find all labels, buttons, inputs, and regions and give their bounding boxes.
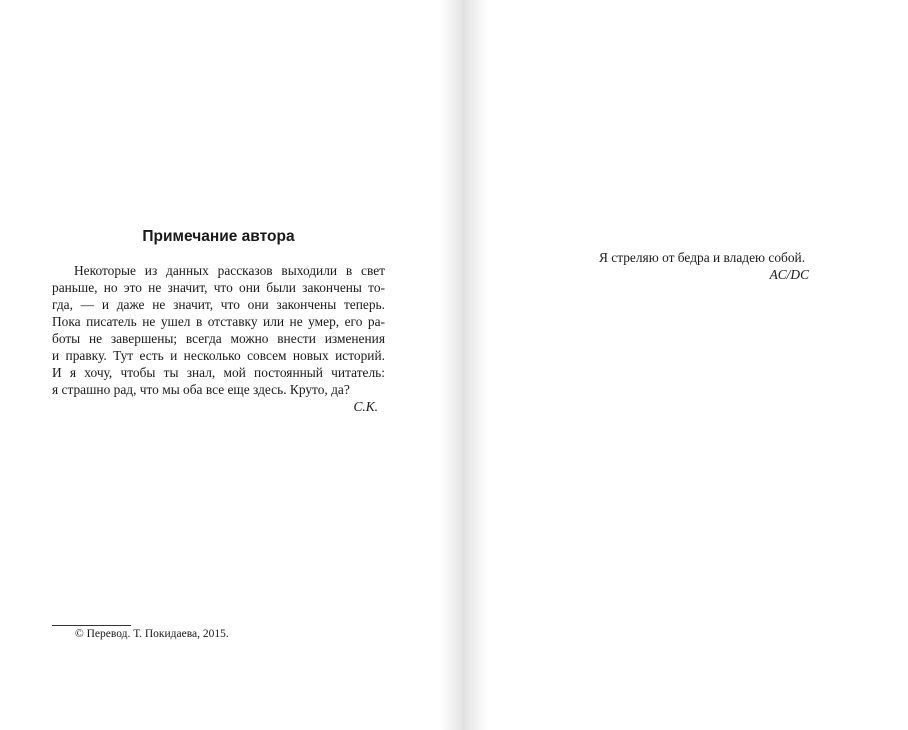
right-page — [462, 0, 908, 730]
epigraph-attribution: AC/DC — [769, 267, 809, 282]
paragraph-line: боты не завершены; всегда можно внести изменения — [52, 331, 385, 346]
author-signature: С.К. — [353, 399, 378, 414]
paragraph-line: и правку. Тут есть и несколько совсем новых историй. — [52, 348, 385, 363]
paragraph-line: Некоторые из данных рассказов выходили в свет — [74, 263, 385, 278]
gutter-shadow — [462, 0, 488, 730]
section-heading: Примечание автора — [142, 228, 295, 245]
epigraph-quote: Я стреляю от бедра и владею собой. — [599, 250, 806, 265]
author-note-paragraph — [52, 262, 385, 398]
paragraph-line: раньше, но это не значит, что они были закончены то- — [52, 280, 385, 295]
paragraph-line: гда, — и даже не значит, что они закончены теперь. — [52, 297, 385, 312]
paragraph-line: И я хочу, чтобы ты знал, мой постоянный читатель: — [52, 365, 385, 380]
gutter-shadow — [440, 0, 462, 730]
paragraph-line: я страшно рад, что мы оба все еще здесь. Круто, да? — [52, 382, 350, 397]
copyright-footnote: © Перевод. Т. Покидаева, 2015. — [75, 628, 229, 640]
footnote-divider — [52, 625, 131, 626]
paragraph-line: Пока писатель не ушел в отставку или не умер, его ра- — [52, 314, 385, 329]
